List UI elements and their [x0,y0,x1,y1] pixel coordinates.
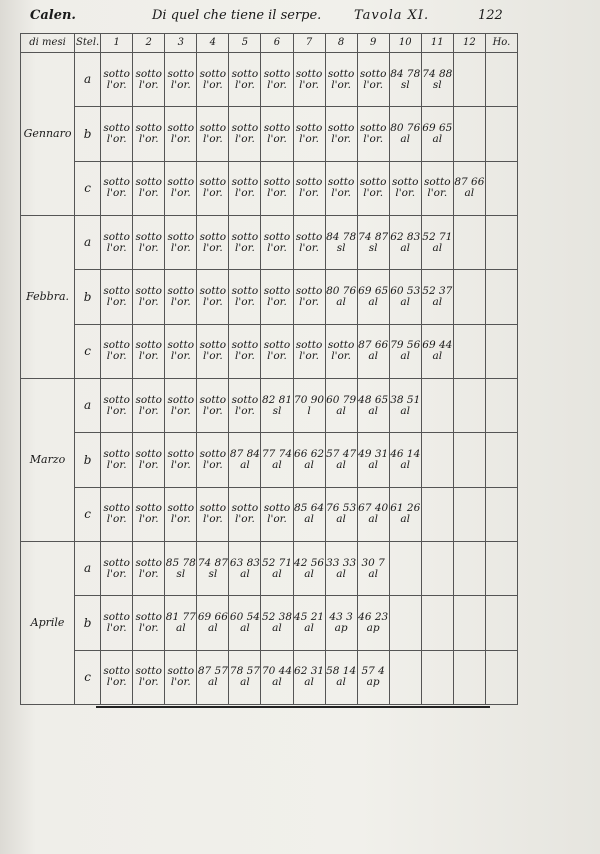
value-cell: sotto l'or. [229,324,261,378]
value-cell: sotto l'or. [261,270,293,324]
value-cell: sotto l'or. [101,378,133,432]
value-cell: sotto l'or. [133,215,165,269]
header-title: Di quel che tiene il serpe. [152,8,322,23]
col-header: 2 [133,34,165,53]
value-cell: sotto l'or. [357,161,389,215]
value-cell: sotto l'or. [133,596,165,650]
value-cell: sotto l'or. [229,161,261,215]
table-row [21,596,518,650]
value-cell: sotto l'or. [293,53,325,107]
table-row [21,433,518,487]
value-cell: 84 78 sl [389,53,421,107]
value-cell: sotto l'or. [165,53,197,107]
value-cell: 79 56 al [389,324,421,378]
value-cell: sotto l'or. [133,161,165,215]
value-cell: sotto l'or. [133,378,165,432]
value-cell: sotto l'or. [197,161,229,215]
value-cell: 45 21 al [293,596,325,650]
value-cell: sotto l'or. [101,433,133,487]
value-cell: sotto l'or. [229,107,261,161]
value-cell: sotto l'or. [261,324,293,378]
value-cell: sotto l'or. [101,161,133,215]
value-cell: sotto l'or. [197,215,229,269]
empty-cell [485,378,517,432]
empty-cell [421,650,453,704]
empty-cell [453,596,485,650]
value-cell: 76 53 al [325,487,357,541]
value-cell: 87 66 al [357,324,389,378]
value-cell: sotto l'or. [197,53,229,107]
value-cell: sotto l'or. [197,107,229,161]
value-cell: 38 51 al [389,378,421,432]
value-cell: sotto l'or. [325,324,357,378]
table-row [21,541,518,595]
value-cell: sotto l'or. [261,107,293,161]
empty-cell [453,378,485,432]
value-cell: sotto l'or. [133,107,165,161]
empty-cell [485,107,517,161]
value-cell: 60 53 al [389,270,421,324]
value-cell: 62 31 al [293,650,325,704]
value-cell: sotto l'or. [229,215,261,269]
header-row [21,34,518,53]
value-cell: 70 90 l [293,378,325,432]
table-row [21,487,518,541]
value-cell: sotto l'or. [101,215,133,269]
value-cell: sotto l'or. [293,161,325,215]
value-cell: sotto l'or. [197,487,229,541]
value-cell: sotto l'or. [229,53,261,107]
value-cell: sotto l'or. [101,487,133,541]
value-cell: sotto l'or. [165,107,197,161]
col-header: Stel. [75,34,101,53]
empty-cell [485,487,517,541]
value-cell: 63 83 al [229,541,261,595]
value-cell: 69 65 al [357,270,389,324]
col-header: 12 [453,34,485,53]
value-cell: sotto l'or. [165,324,197,378]
value-cell: 60 79 al [325,378,357,432]
header-left: Calen. [30,8,76,23]
page-header [0,6,600,28]
value-cell: 80 76 al [389,107,421,161]
value-cell: 58 14 al [325,650,357,704]
value-cell: sotto l'or. [101,53,133,107]
value-cell: sotto l'or. [293,324,325,378]
value-cell: 48 65 al [357,378,389,432]
value-cell: 61 26 al [389,487,421,541]
table-body [21,53,518,705]
value-cell: sotto l'or. [357,53,389,107]
value-cell: sotto l'or. [165,487,197,541]
empty-cell [485,161,517,215]
value-cell: 52 37 al [421,270,453,324]
table-row [21,378,518,432]
value-cell: sotto l'or. [165,161,197,215]
table-row [21,161,518,215]
value-cell: 70 44 al [261,650,293,704]
star-letter: a [75,378,101,432]
star-letter: b [75,596,101,650]
value-cell: sotto l'or. [101,596,133,650]
value-cell: 46 14 al [389,433,421,487]
value-cell: sotto l'or. [325,53,357,107]
value-cell: sotto l'or. [293,107,325,161]
value-cell: 33 33 al [325,541,357,595]
star-letter: c [75,650,101,704]
value-cell: sotto l'or. [133,324,165,378]
value-cell: 42 56 al [293,541,325,595]
value-cell: sotto l'or. [197,324,229,378]
value-cell: 57 4 ap [357,650,389,704]
col-header: 10 [389,34,421,53]
value-cell: 85 64 al [293,487,325,541]
empty-cell [389,650,421,704]
col-header: 6 [261,34,293,53]
value-cell: 85 78 sl [165,541,197,595]
value-cell: sotto l'or. [101,541,133,595]
value-cell: sotto l'or. [229,487,261,541]
value-cell: sotto l'or. [165,378,197,432]
empty-cell [485,433,517,487]
empty-cell [421,487,453,541]
value-cell: 78 57 al [229,650,261,704]
value-cell: 66 62 al [293,433,325,487]
value-cell: sotto l'or. [261,215,293,269]
value-cell: sotto l'or. [325,161,357,215]
value-cell: 74 87 sl [197,541,229,595]
value-cell: sotto l'or. [389,161,421,215]
header-table-label: Tavola XI. [354,8,430,23]
page-number: 122 [478,8,503,23]
value-cell: sotto l'or. [101,270,133,324]
value-cell: 87 57 al [197,650,229,704]
value-cell: sotto l'or. [133,487,165,541]
value-cell: sotto l'or. [325,107,357,161]
value-cell: sotto l'or. [133,650,165,704]
value-cell: 69 66 al [197,596,229,650]
value-cell: sotto l'or. [229,270,261,324]
value-cell: 49 31 al [357,433,389,487]
value-cell: 87 84 al [229,433,261,487]
empty-cell [453,215,485,269]
empty-cell [485,270,517,324]
empty-cell [453,107,485,161]
col-header: 3 [165,34,197,53]
col-header: di mesi [21,34,75,53]
value-cell: sotto l'or. [293,215,325,269]
value-cell: 74 88 sl [421,53,453,107]
col-header: 9 [357,34,389,53]
col-header: 8 [325,34,357,53]
month-label: Febbra. [21,215,75,378]
star-letter: a [75,541,101,595]
value-cell: 62 83 al [389,215,421,269]
table-row [21,650,518,704]
star-letter: c [75,487,101,541]
value-cell: sotto l'or. [133,541,165,595]
value-cell: sotto l'or. [165,650,197,704]
value-cell: 77 74 al [261,433,293,487]
empty-cell [453,433,485,487]
value-cell: 52 71 al [421,215,453,269]
col-header: 4 [197,34,229,53]
value-cell: 81 77 al [165,596,197,650]
value-cell: 82 81 sl [261,378,293,432]
value-cell: sotto l'or. [165,270,197,324]
value-cell: sotto l'or. [133,53,165,107]
empty-cell [453,324,485,378]
col-header: 5 [229,34,261,53]
value-cell: sotto l'or. [165,433,197,487]
value-cell: sotto l'or. [357,107,389,161]
empty-cell [389,596,421,650]
value-cell: 69 65 al [421,107,453,161]
value-cell: sotto l'or. [165,215,197,269]
star-letter: c [75,161,101,215]
value-cell: sotto l'or. [421,161,453,215]
month-label: Gennaro [21,53,75,216]
value-cell: 87 66 al [453,161,485,215]
value-cell: 57 47 al [325,433,357,487]
value-cell: 43 3 ap [325,596,357,650]
value-cell: 74 87 sl [357,215,389,269]
empty-cell [453,270,485,324]
empty-cell [485,324,517,378]
value-cell: sotto l'or. [101,324,133,378]
col-header: Ho. [485,34,517,53]
value-cell: sotto l'or. [133,270,165,324]
value-cell: sotto l'or. [197,378,229,432]
empty-cell [485,596,517,650]
table-row [21,215,518,269]
table-row [21,53,518,107]
empty-cell [389,541,421,595]
value-cell: sotto l'or. [261,161,293,215]
value-cell: sotto l'or. [101,650,133,704]
value-cell: sotto l'or. [293,270,325,324]
value-cell: 52 71 al [261,541,293,595]
value-cell: 84 78 sl [325,215,357,269]
value-cell: 67 40 al [357,487,389,541]
star-letter: a [75,215,101,269]
empty-cell [453,541,485,595]
value-cell: 52 38 al [261,596,293,650]
star-letter: b [75,107,101,161]
table-row [21,270,518,324]
value-cell: sotto l'or. [197,270,229,324]
month-label: Marzo [21,378,75,541]
empty-cell [421,433,453,487]
table-row [21,324,518,378]
empty-cell [453,53,485,107]
bottom-rule [96,706,490,708]
col-header: 11 [421,34,453,53]
star-letter: b [75,270,101,324]
value-cell: 60 54 al [229,596,261,650]
table-row [21,107,518,161]
value-cell: sotto l'or. [261,487,293,541]
value-cell: 46 23 ap [357,596,389,650]
ephemeris-table [20,33,518,705]
col-header: 1 [101,34,133,53]
empty-cell [453,650,485,704]
value-cell: sotto l'or. [229,378,261,432]
value-cell: 80 76 al [325,270,357,324]
empty-cell [485,53,517,107]
value-cell: 69 44 al [421,324,453,378]
empty-cell [421,378,453,432]
empty-cell [421,541,453,595]
star-letter: b [75,433,101,487]
value-cell: sotto l'or. [197,433,229,487]
empty-cell [485,541,517,595]
star-letter: a [75,53,101,107]
col-header: 7 [293,34,325,53]
value-cell: sotto l'or. [101,107,133,161]
star-letter: c [75,324,101,378]
value-cell: 30 7 al [357,541,389,595]
value-cell: sotto l'or. [133,433,165,487]
empty-cell [421,596,453,650]
value-cell: sotto l'or. [261,53,293,107]
month-label: Aprile [21,541,75,704]
empty-cell [485,650,517,704]
empty-cell [485,215,517,269]
empty-cell [453,487,485,541]
